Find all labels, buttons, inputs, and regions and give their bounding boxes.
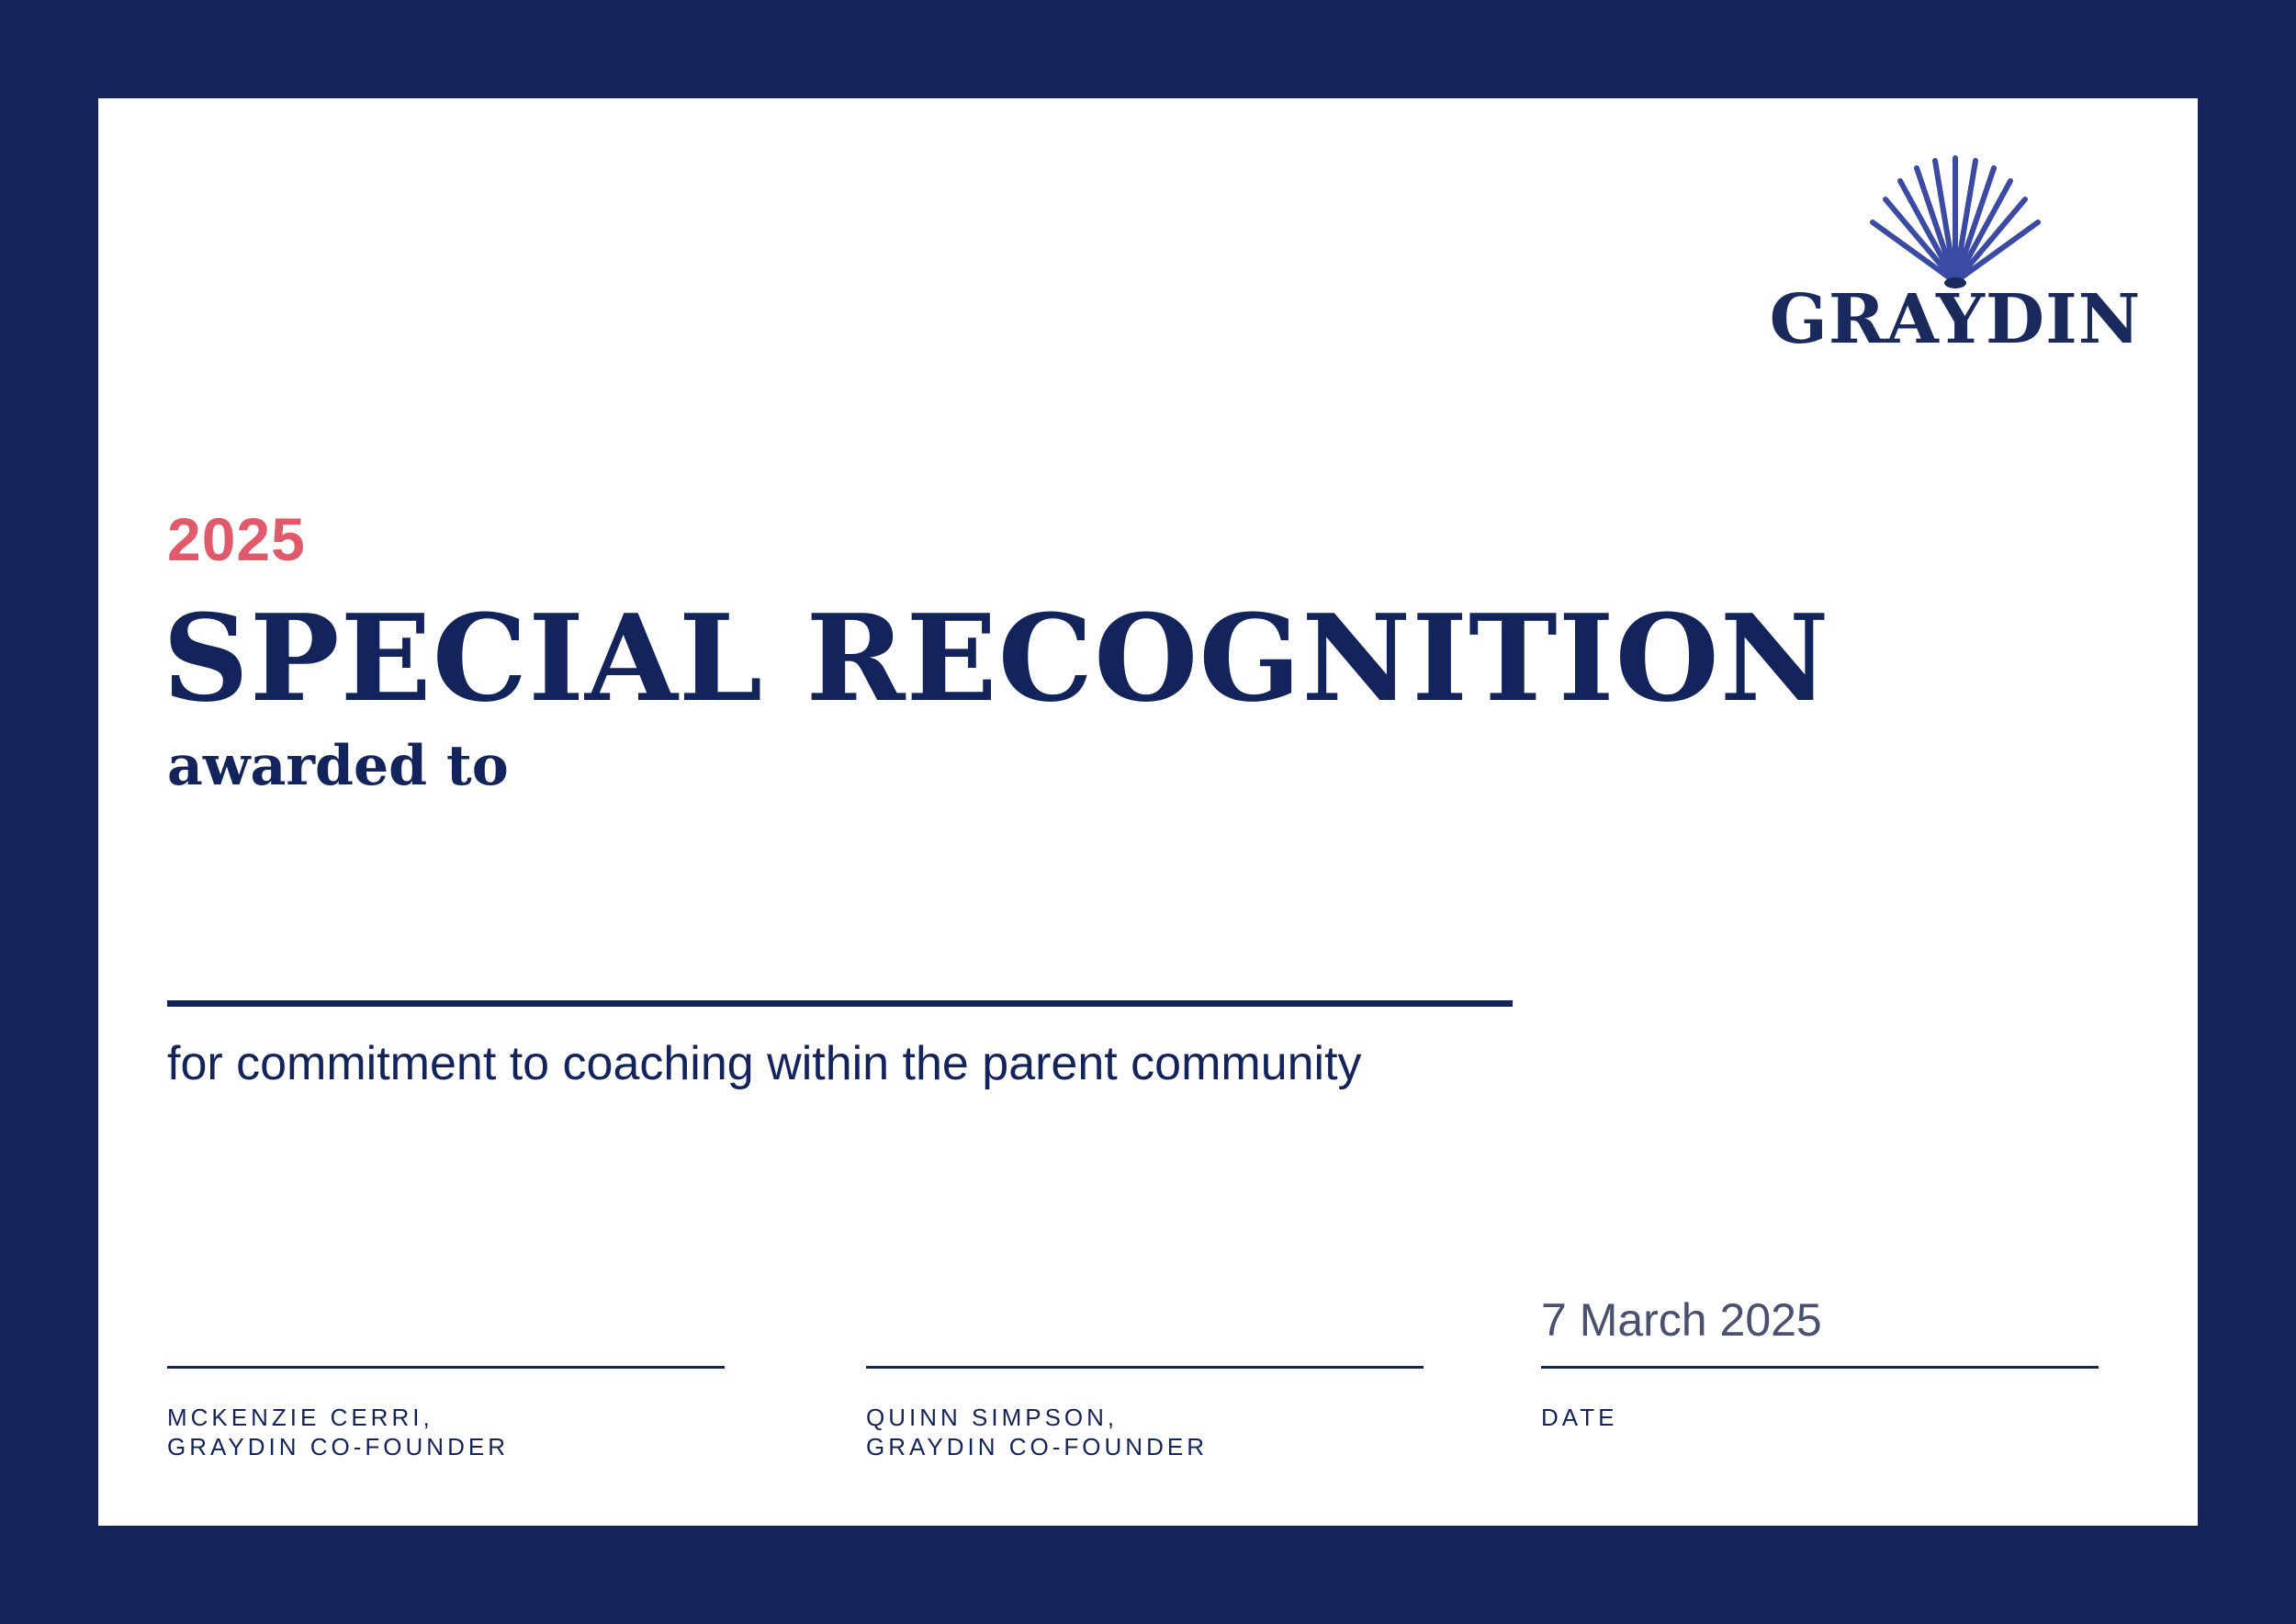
recipient-name-line (167, 1000, 1513, 1007)
signatory-name: QUINN SIMPSON, (866, 1404, 1119, 1431)
awarded-to-label: awarded to (167, 734, 509, 798)
brand-wordmark: GRAYDIN (1769, 280, 2142, 359)
signatory-role: GRAYDIN CO-FOUNDER (167, 1433, 509, 1460)
award-reason: for commitment to coaching within the parent community (167, 1037, 1362, 1090)
signatory-caption (866, 1403, 1208, 1461)
signatory-role: GRAYDIN CO-FOUNDER (866, 1433, 1208, 1460)
signatory-caption (167, 1403, 509, 1461)
certificate-title: SPECIAL RECOGNITION (163, 588, 1830, 728)
certificate-panel (98, 98, 2198, 1526)
date-label: DATE (1541, 1404, 1618, 1431)
date-value: 7 March 2025 (1541, 1294, 1822, 1346)
graydin-logo (1762, 153, 2148, 466)
date-line (1541, 1366, 2099, 1369)
signatory-name: MCKENZIE CERRI, (167, 1404, 433, 1431)
award-year: 2025 (167, 505, 306, 573)
fan-shell-icon (1762, 153, 2148, 291)
signature-line (866, 1366, 1424, 1369)
signature-line (167, 1366, 725, 1369)
